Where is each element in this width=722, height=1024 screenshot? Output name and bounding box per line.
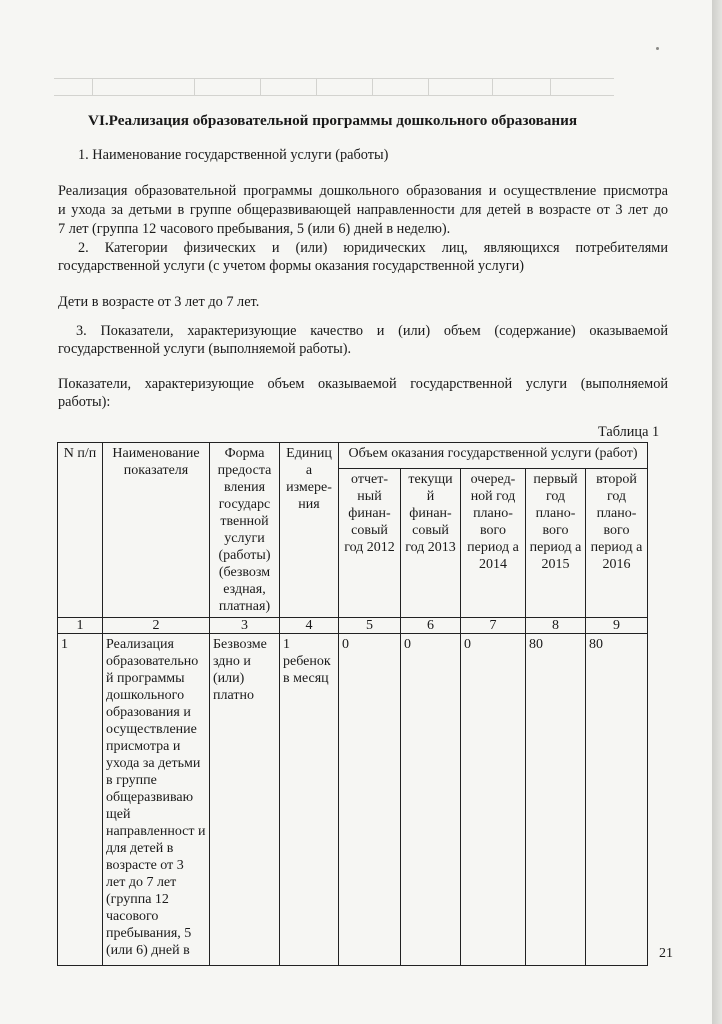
header-year-2013: текущи й финан- совый год 2013: [401, 469, 461, 618]
item-3-title-cont: государственной услуги (выполняемой работы).: [58, 341, 352, 357]
column-number: 4: [280, 618, 339, 634]
item-3-text-cont: работы):: [58, 394, 111, 410]
table-row: [58, 634, 648, 966]
header-year-2012: отчет- ный финан- совый год 2012: [339, 469, 401, 618]
item-3-text: Показатели, характеризующие объем оказываемой государственной услуги (выполняемой: [58, 376, 668, 392]
page-number: 21: [659, 946, 673, 961]
item-1-text-line: 7 лет (группа 12 часового пребывания, 5 (или 6) дней в неделю).: [58, 221, 451, 237]
show-through-table-border: [54, 78, 614, 96]
column-number: 7: [461, 618, 526, 634]
header-year-2015: первый год плано- вого период а 2015: [526, 469, 586, 618]
header-year-2014: очеред- ной год плано- вого период а 2014: [461, 469, 526, 618]
column-number: 3: [210, 618, 280, 634]
column-number: 8: [526, 618, 586, 634]
item-3-title: 3. Показатели, характеризующие качество и (или) объем (содержание) оказываемой: [76, 323, 668, 339]
header-volume: Объем оказания государственной услуги (работ): [339, 443, 648, 469]
header-name: Наименование показателя: [103, 443, 210, 618]
cell-2012: 0: [339, 634, 401, 966]
cell-num: 1: [58, 634, 103, 966]
item-2-title-cont: государственной услуги (с учетом формы оказания государственной услуги): [58, 258, 525, 274]
page-edge: [712, 0, 722, 1024]
item-1-text: [58, 182, 668, 239]
header-year-2016: второй год плано- вого период а 2016: [586, 469, 648, 618]
section-heading: VI.Реализация образовательной программы дошкольного образования: [88, 112, 578, 129]
cell-name: Реализация образовательно й программы дошкольного образования и осуществление присмотра и ухода за детьми в группе общеразвиваю щей направленност и для детей в возрасте от 3 лет до 7 лет (группа 12 часового пребывания, 5 (или 6) дней в: [103, 634, 210, 966]
column-number: 6: [401, 618, 461, 634]
item-1-text-line: Реализация образовательной программы дошкольного образования и осуществление присмотра: [58, 183, 668, 199]
item-2-title: 2. Категории физических и (или) юридических лиц, являющихся потребителями: [78, 240, 668, 256]
item-1-text-line: и ухода за детьми в группе общеразвивающей направленности для детей в возрасте от 3 лет до: [58, 202, 668, 218]
item-1-title: 1. Наименование государственной услуги (работы): [78, 147, 389, 163]
column-number: 5: [339, 618, 401, 634]
column-number-row: [58, 618, 648, 634]
cell-2015: 80: [526, 634, 586, 966]
table-label: Таблица 1: [598, 424, 660, 440]
header-form: Форма предоста вления государс твенной услуги (работы) (безвозм ездная, платная): [210, 443, 280, 618]
volume-indicators-table: [57, 442, 648, 966]
scan-speck: [656, 47, 659, 50]
cell-form: Безвозме здно и (или) платно: [210, 634, 280, 966]
cell-2014: 0: [461, 634, 526, 966]
column-number: 1: [58, 618, 103, 634]
cell-2013: 0: [401, 634, 461, 966]
table-header-row: [58, 443, 648, 469]
header-unit: Единиц а измере- ния: [280, 443, 339, 618]
column-number: 2: [103, 618, 210, 634]
header-num: N п/п: [58, 443, 103, 618]
item-2-text: Дети в возрасте от 3 лет до 7 лет.: [58, 294, 260, 310]
column-number: 9: [586, 618, 648, 634]
cell-unit: 1 ребенок в месяц: [280, 634, 339, 966]
cell-2016: 80: [586, 634, 648, 966]
